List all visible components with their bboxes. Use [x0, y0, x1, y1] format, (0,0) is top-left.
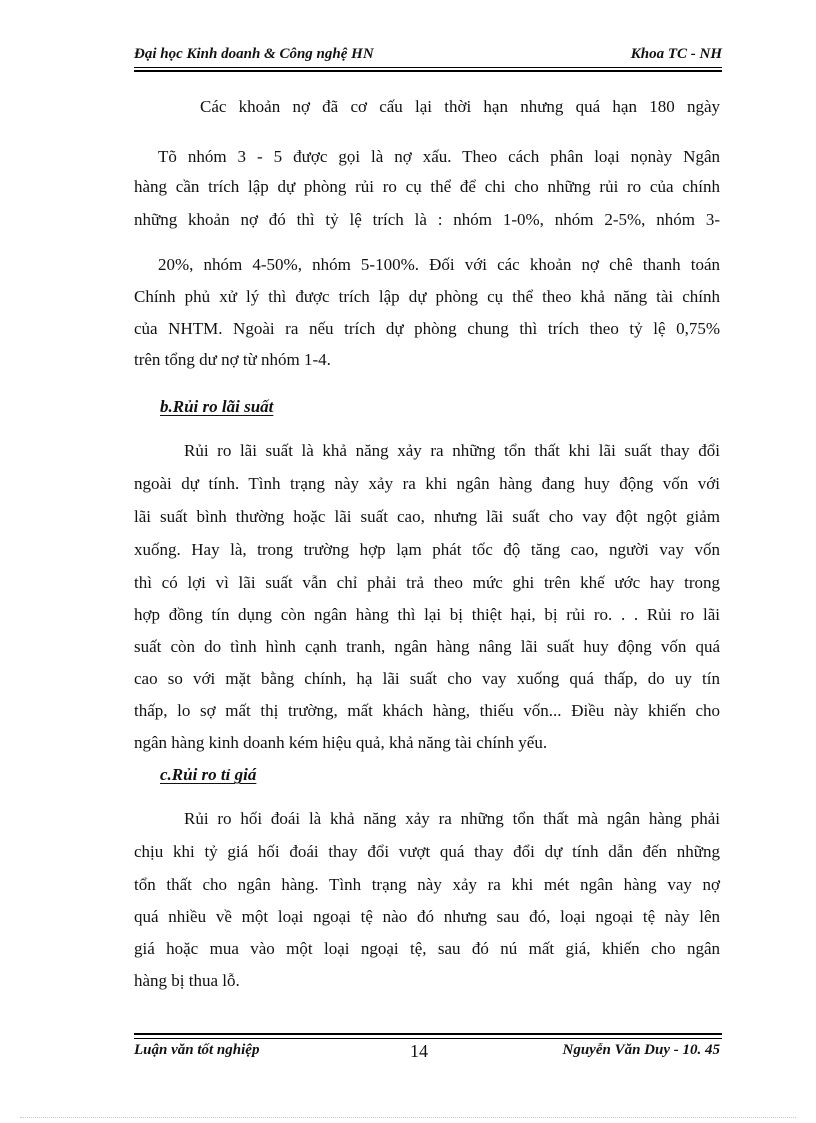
body-line: Các khoản nợ đã cơ cấu lại thời hạn nhưng quá hạn 180 ngày: [200, 97, 720, 116]
footer-rule-thick: [134, 1033, 722, 1035]
body-line: 20%, nhóm 4-50%, nhóm 5-100%. Đối với các khoản nợ chê thanh toán: [158, 255, 720, 274]
header-rule-thin: [134, 67, 722, 68]
body-line: hàng bị thua lỗ.: [134, 971, 240, 990]
body-line: của NHTM. Ngoài ra nếu trích dự phòng chung thì trích theo tỷ lệ 0,75%: [134, 319, 720, 338]
header-faculty: Khoa TC - NH: [630, 46, 722, 62]
section-heading-c: c.Rủi ro tỉ giá: [160, 765, 257, 784]
body-line: cao so với mặt bằng chính, hạ lãi suất cho vay xuống quá thấp, do uy tín: [134, 669, 720, 688]
page-header: [134, 46, 722, 63]
body-line: giá hoặc mua vào một loại ngoại tệ, sau đó nú mất giá, khiến cho ngân: [134, 939, 720, 958]
body-line: Rủi ro lãi suất là khả năng xảy ra những tổn thất khi lãi suất thay đổi: [184, 441, 720, 460]
body-line: ngoài dự tính. Tình trạng này xảy ra khi ngân hàng đang huy động vốn với: [134, 474, 720, 493]
footer-thesis-label: Luận văn tốt nghiệp: [134, 1042, 260, 1058]
body-line: thì có lợi vì lãi suất vẫn chỉ phải trả theo mức ghi trên khế ước hay trong: [134, 573, 720, 592]
body-line: Rủi ro hối đoái là khả năng xảy ra những tổn thất mà ngân hàng phải: [184, 809, 720, 828]
body-line: hợp đồng tín dụng còn ngân hàng thì lại bị thiệt hại, bị rủi ro. . . Rủi ro lãi: [134, 605, 720, 624]
body-line: những khoản nợ đó thì tỷ lệ trích là : nhóm 1-0%, nhóm 2-5%, nhóm 3-: [134, 210, 720, 229]
header-institution: Đại học Kinh doanh & Công nghệ HN: [134, 46, 374, 62]
body-line: ngân hàng kinh doanh kém hiệu quả, khả năng tài chính yếu.: [134, 733, 548, 752]
body-line: hàng cần trích lập dự phòng rủi ro cụ thể để chi cho những rủi ro của chính: [134, 177, 720, 196]
footer-rule-thin: [134, 1038, 722, 1039]
body-line: lãi suất bình thường hoặc lãi suất cao, nhưng lãi suất cho vay đột ngột giảm: [134, 507, 720, 526]
body-line: chịu khi tỷ giá hối đoái thay đổi vượt quá thay đổi dự tính dẫn đến những: [134, 842, 720, 861]
body-line: trên tổng dư nợ từ nhóm 1-4.: [134, 350, 331, 369]
page-number: 14: [410, 1041, 428, 1061]
page-edge-dotted-line: [20, 1117, 796, 1118]
body-line: quá nhiều về một loại ngoại tệ nào đó nhưng sau đó, loại ngoại tệ này lên: [134, 907, 720, 926]
body-line: thấp, lo sợ mất thị trường, mất khách hàng, thiếu vốn... Điều này khiến cho: [134, 701, 720, 720]
body-line: Chính phủ xử lý thì được trích lập dự phòng cụ thể theo khả năng tài chính: [134, 287, 720, 306]
footer-author: Nguyễn Văn Duy - 10. 45: [562, 1042, 720, 1058]
body-line: Tõ nhóm 3 - 5 được gọi là nợ xấu. Theo cách phân loại nọnày Ngân: [158, 147, 720, 166]
body-line: xuống. Hay là, trong trường hợp lạm phát tốc độ tăng cao, người vay vốn: [134, 540, 720, 559]
body-line: tổn thất cho ngân hàng. Tình trạng này xảy ra khi mét ngân hàng vay nợ: [134, 875, 720, 894]
body-line: suất còn do tình hình cạnh tranh, ngân hàng nâng lãi suất huy động vốn quá: [134, 637, 720, 656]
header-rule-thick: [134, 70, 722, 72]
section-heading-b: b.Rủi ro lãi suất: [160, 397, 274, 416]
